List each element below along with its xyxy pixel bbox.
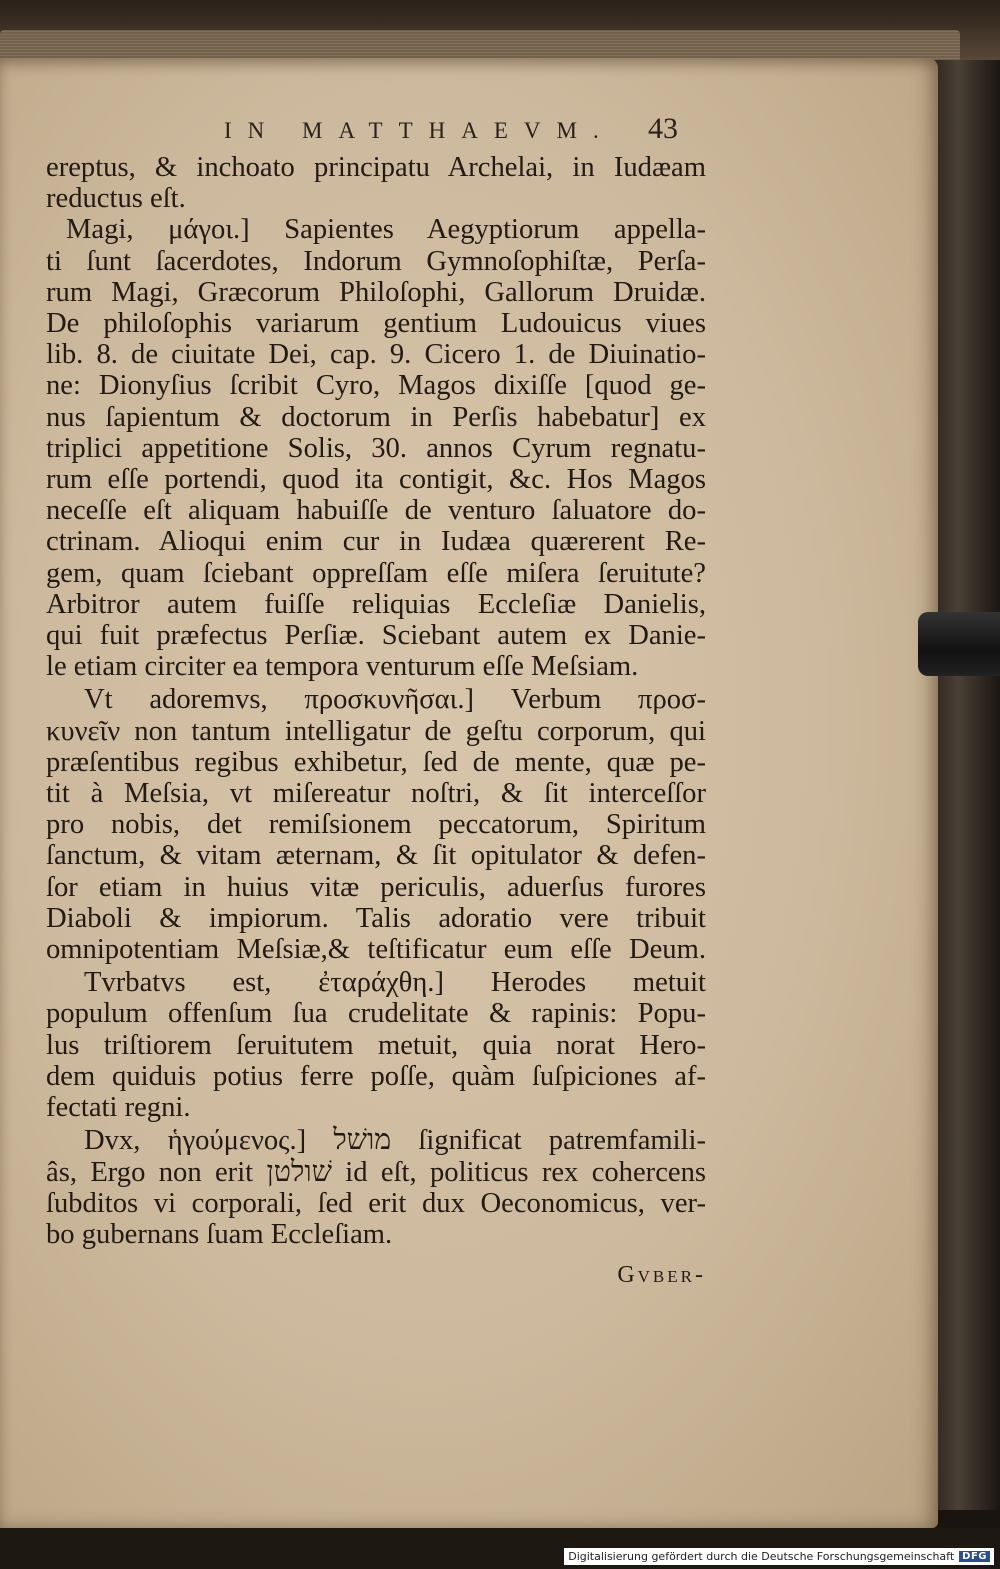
dfg-logo: DFG [959,1551,990,1562]
text-line: neceſſe eſt aliquam habuiſſe de venturo ſaluatore do- [46,495,706,527]
text-line: dem quiduis potius ferre poſſe, quàm ſuſpiciones af- [46,1060,706,1092]
text-line: bo gubernans ſuam Eccleſiam. [46,1218,393,1250]
text-line: Dvx, ἡγούμενος.] מושׁל ſignificat patremfamili- [84,1125,706,1157]
text-line: Arbitror autem fuiſſe reliquias Eccleſiæ Danielis, [46,588,706,620]
book-binding-edge [930,60,1000,1510]
page-number: 43 [648,112,678,145]
text-line: Magi, μάγοι.] Sapientes Aegyptiorum appella- [66,214,706,246]
text-line: ctrinam. Alioqui enim cur in Iudæa quærerent Re- [46,526,706,558]
text-line: lus triſtiorem ſeruitutem metuit, quia norat Hero- [46,1029,706,1061]
text-line: De philoſophis variarum gentium Ludouicus viues [46,308,706,340]
text-line: Tvrbatvs est, ἐταράχθη.] Herodes metuit [84,967,706,999]
digitization-credit [564,1548,994,1565]
running-head: IN MATTHAEVM. [224,118,615,143]
text-line: rum eſſe portendi, quod ita contigit, &c. Hos Magos [46,464,706,496]
text-line: qui fuit præfectus Perſiæ. Sciebant autem ex Danie- [46,620,706,652]
text-line: lib. 8. de ciuitate Dei, cap. 9. Cicero 1. de Diuinatio- [46,339,706,371]
text-line: Diaboli & impiorum. Talis adoratio vere tribuit [46,902,706,934]
text-line: nus ſapientum & doctorum in Perſis habebatur] ex [46,401,706,433]
text-line: tit à Meſsia, vt miſereatur noſtri, & ſit interceſſor [46,778,706,810]
text-line: le etiam circiter ea tempora venturum eſſe Meſsiam. [46,651,639,683]
catchword: Gvber- [617,1262,706,1289]
text-line: gem, quam ſciebant oppreſſam eſſe miſera ſeruitute? [46,557,706,589]
text-line: reductus eſt. [46,183,186,215]
text-line: κυνεῖν non tantum intelligatur de geſtu corporum, qui [46,715,706,747]
body-text [46,152,706,1291]
text-line: âs, Ergo non erit שׁולטן id eſt, politicus rex cohercens [46,1156,706,1188]
text-line: triplici appetitione Solis, 30. annos Cyrum regnatu- [46,432,706,464]
text-line: ſubditos vi corporali, ſed erit dux Oeconomicus, ver- [46,1187,706,1219]
text-line: ti ſunt ſacerdotes, Indorum Gymnoſophiſtæ, Perſa- [46,245,706,277]
page-clip [918,612,1000,676]
text-line: ereptus, & inchoato principatu Archelai, in Iudæam [46,152,706,183]
text-line: populum offenſum ſua crudelitate & rapinis: Popu- [46,998,706,1030]
text-line: ne: Dionyſius ſcribit Cyro, Magos dixiſſe [quod ge- [46,370,706,402]
text-line: præſentibus regibus exhibetur, ſed de mente, quæ pe- [46,746,706,778]
text-line: ſanctum, & vitam æternam, & ſit opitulator & defen- [46,840,706,872]
text-line: pro nobis, det remiſsionem peccatorum, Spiritum [46,809,706,841]
text-line: rum Magi, Græcorum Philoſophi, Gallorum Druidæ. [46,276,706,308]
text-line: fectati regni. [46,1092,191,1124]
text-line: Vt adoremvs, προσκυνῆσαι.] Verbum προσ- [84,684,706,716]
text-line: omnipotentiam Meſsiæ,& teſtificatur eum eſſe Deum. [46,934,706,966]
credit-text: Digitalisierung gefördert durch die Deutsche Forschungsgemeinschaft [568,1550,955,1563]
text-line: ſor etiam in huius vitæ periculis, aduerſus furores [46,871,706,903]
